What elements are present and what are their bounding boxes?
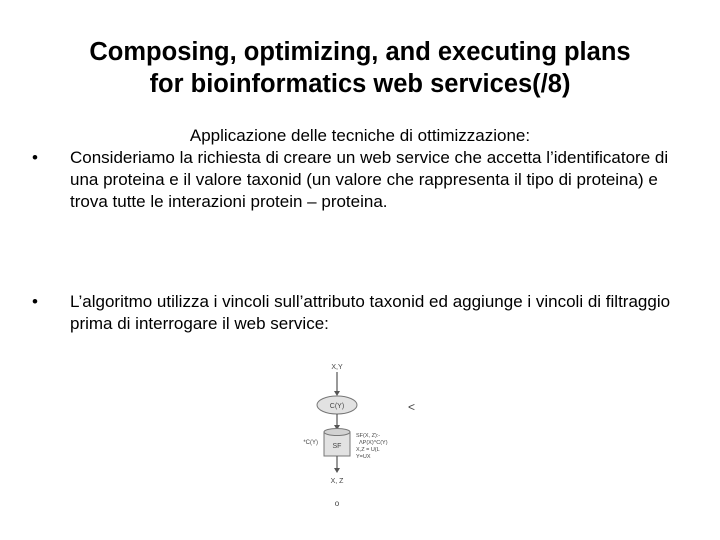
output-label: X, Z bbox=[330, 478, 344, 485]
bullet-text: Consideriamo la richiesta di creare un web service che accetta l’identificatore di una proteina e il valore taxonid (un valore che rappresenta il tipo di proteina) e trova tutte le interazioni protein – proteina. bbox=[70, 148, 669, 211]
bullet-marker: • bbox=[32, 292, 38, 311]
arrow-head bbox=[334, 391, 340, 396]
title-line-1: Composing, optimizing, and executing plans bbox=[89, 38, 631, 66]
annotation-line: ΛP(X)^C(Y) bbox=[359, 440, 388, 446]
web-service-node-top bbox=[324, 429, 350, 436]
bullet-item bbox=[32, 291, 700, 335]
service-label: SF bbox=[332, 443, 342, 450]
cache-label: *C(Y) bbox=[303, 440, 318, 446]
bullet-item bbox=[32, 147, 700, 213]
arrow-head bbox=[334, 468, 340, 473]
annotation-line: X,Z = U(L bbox=[356, 447, 380, 453]
constraint-label: C(Y) bbox=[329, 403, 345, 410]
bottom-mark: o bbox=[334, 499, 340, 508]
slide-title bbox=[20, 36, 700, 100]
query-plan-diagram bbox=[280, 356, 430, 514]
bullet-text: L’algoritmo utilizza i vincoli sull’attributo taxonid ed aggiunge i vincoli di filtraggio prima di interrogare il web service: bbox=[70, 292, 671, 333]
annotation-line: Y=UX bbox=[356, 454, 371, 460]
bullet-marker: • bbox=[32, 148, 38, 167]
side-mark: < bbox=[408, 400, 416, 414]
title-line-2: for bioinformatics web services(/8) bbox=[149, 70, 571, 98]
subheading: Applicazione delle tecniche di ottimizzazione: bbox=[189, 126, 531, 145]
annotation-line: SF(X, Z):- bbox=[356, 433, 381, 439]
input-label: X,Y bbox=[331, 364, 343, 371]
